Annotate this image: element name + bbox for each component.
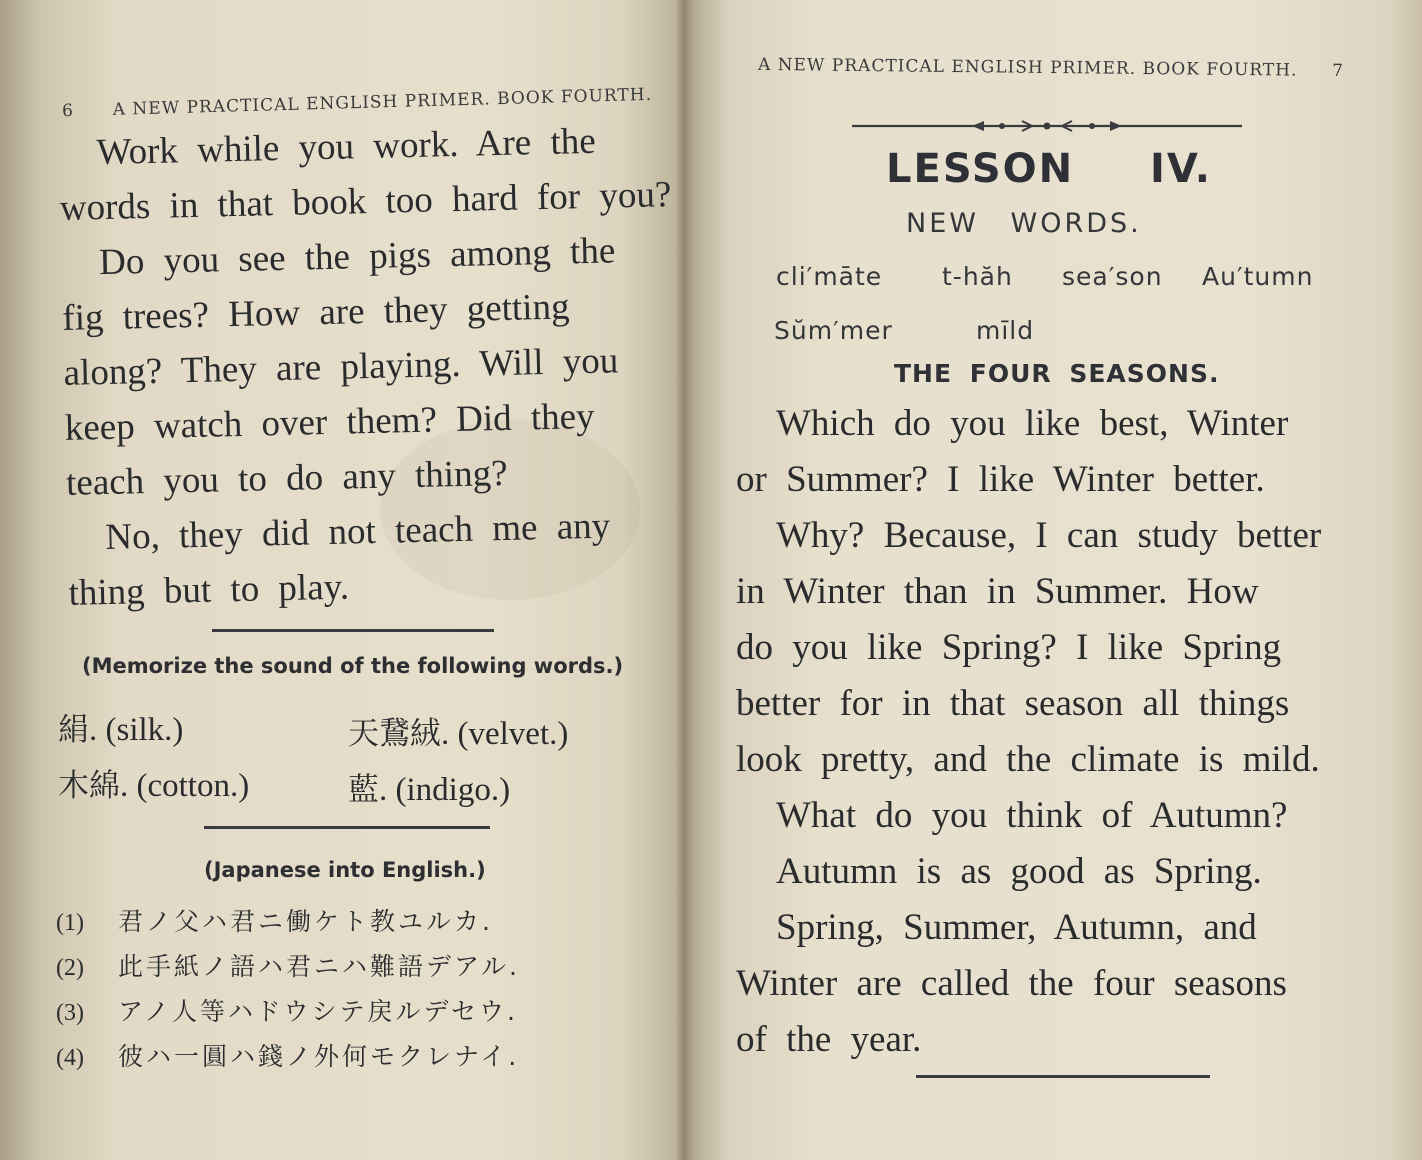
right-running-head (758, 55, 1344, 81)
exercise-item (56, 945, 520, 990)
exercise-number: (4) (56, 1045, 84, 1071)
right-running-title: A NEW PRACTICAL ENGLISH PRIMER. BOOK FOURTH. (757, 54, 1298, 81)
exercise-item (56, 1035, 520, 1080)
new-word: Sŭm′mer (774, 316, 893, 345)
text-line: Winter are called the four seasons (736, 963, 1287, 1004)
exercise-number: (3) (56, 1000, 84, 1026)
right-body-text (736, 396, 1321, 1068)
text-line: words in that book too hard for you? (59, 174, 672, 229)
exercise-item (56, 990, 520, 1035)
vocab-english: . (indigo.) (379, 772, 511, 808)
vocab-indigo (348, 764, 510, 809)
text-line: Why? Because, I can study better (776, 515, 1322, 556)
memorize-heading: (Memorize the sound of the following words.) (82, 654, 624, 678)
vocab-kanji: 絹 (58, 712, 89, 748)
vocab-kanji: 天鵞絨 (348, 716, 441, 752)
vocab-cotton (58, 760, 249, 805)
lesson-title: LESSON IV. (886, 146, 1212, 192)
vocab-kanji: 木綿 (58, 768, 120, 804)
exercise-text: 此手紙ノ語ハ君ニハ難語デアル. (118, 952, 520, 981)
section-title: THE FOUR SEASONS. (894, 359, 1220, 388)
text-line: No, they did not teach me any (104, 505, 611, 559)
exercise-text: アノ人等ハドウシテ戻ルデセウ. (118, 997, 518, 1026)
exercise-number: (1) (56, 910, 84, 936)
text-line: Autumn is as good as Spring. (776, 851, 1262, 892)
text-line: along? They are playing. Will you (63, 340, 619, 394)
divider-rule (204, 826, 490, 829)
text-line: better for in that season all things (736, 683, 1290, 724)
new-words-heading: NEW WORDS. (906, 208, 1142, 239)
new-words-row-1 (776, 262, 1313, 291)
exercise-text: 彼ハ一圓ハ錢ノ外何モクレナイ. (118, 1042, 520, 1071)
new-word: t-hăh (942, 262, 1013, 291)
new-word: mīld (976, 316, 1035, 345)
left-running-title: A NEW PRACTICAL ENGLISH PRIMER. BOOK FOURTH. (112, 84, 653, 120)
vocab-silk (58, 704, 183, 749)
new-words-row-2 (774, 316, 1034, 345)
text-line: What do you think of Autumn? (776, 795, 1288, 836)
new-word: cli′māte (776, 262, 883, 291)
text-line: keep watch over them? Did they (64, 395, 595, 449)
ornament-rule (852, 118, 1242, 134)
left-page (0, 0, 690, 1160)
left-page-number: 6 (61, 100, 75, 122)
book-gutter (675, 0, 693, 1160)
vocab-english: . (velvet.) (441, 716, 569, 752)
exercise-list (56, 900, 520, 1080)
exercise-text: 君ノ父ハ君ニ働ケト教ユルカ. (118, 907, 493, 936)
divider-rule (212, 629, 494, 632)
exercise-item (56, 900, 520, 945)
text-line: Work while you work. Are the (96, 120, 597, 174)
new-word: Au′tumn (1202, 262, 1314, 291)
text-line: fig trees? How are they getting (61, 286, 570, 339)
text-line: thing but to play. (68, 566, 350, 614)
vocab-english: . (cotton.) (120, 768, 250, 804)
vocab-velvet (348, 708, 568, 753)
text-line: teach you to do any thing? (65, 452, 508, 504)
right-page (690, 0, 1422, 1160)
exercise-heading: (Japanese into English.) (204, 858, 486, 882)
text-line: Spring, Summer, Autumn, and (776, 907, 1257, 948)
vocab-english: . (silk.) (89, 712, 184, 748)
exercise-number: (2) (56, 955, 84, 981)
text-line: do you like Spring? I like Spring (736, 627, 1282, 668)
end-rule (916, 1075, 1210, 1078)
text-line: Do you see the pigs among the (98, 230, 616, 284)
text-line: look pretty, and the climate is mild. (736, 739, 1320, 780)
vocab-kanji: 藍 (348, 772, 379, 808)
left-body-text (58, 112, 681, 621)
new-word: sea′son (1062, 262, 1163, 291)
text-line: or Summer? I like Winter better. (736, 459, 1265, 500)
right-page-number: 7 (1332, 60, 1345, 82)
text-line: in Winter than in Summer. How (736, 571, 1259, 612)
text-line: Which do you like best, Winter (776, 403, 1289, 444)
text-line: of the year. (736, 1019, 922, 1060)
